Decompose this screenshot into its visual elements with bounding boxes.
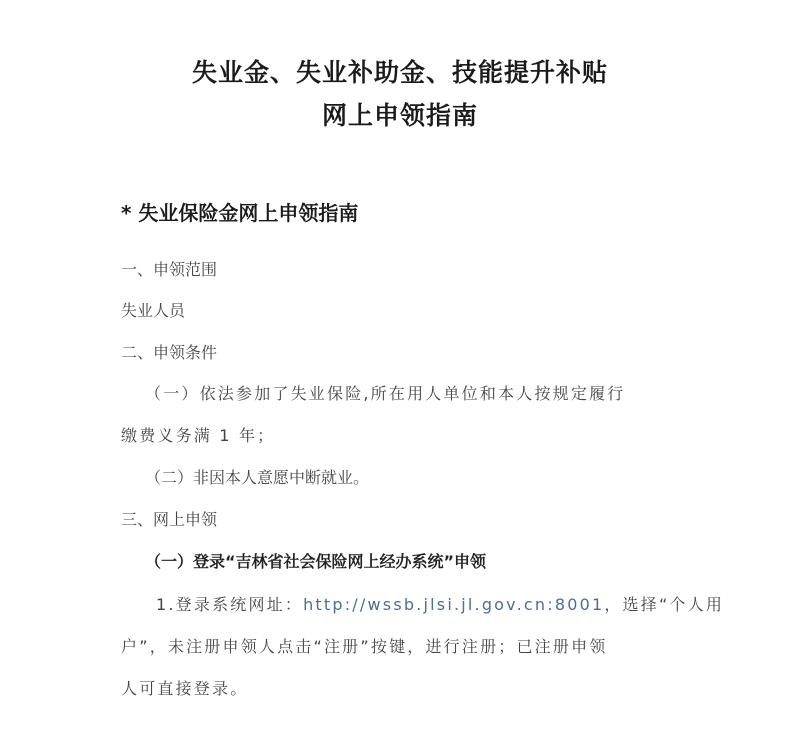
step-1-line-2: 户”，未注册申领人点击“注册”按键，进行注册；已注册申领: [121, 637, 608, 656]
system-url-link[interactable]: http://wssb.jlsi.jl.gov.cn:8001: [303, 595, 605, 614]
condition-1-line-2: 缴费义务满 1 年；: [121, 426, 276, 445]
step-1-line-3: 人可直接登录。: [121, 679, 249, 698]
document-title-line-2: 网上申领指南: [321, 101, 478, 130]
condition-2: （二）非因本人意愿中断就业。: [145, 468, 370, 487]
section-heading: * 失业保险金网上申领指南: [121, 201, 359, 225]
heading-application-conditions: 二、申领条件: [121, 343, 218, 362]
document-title-line-1: 失业金、失业补助金、技能提升补贴: [191, 58, 608, 87]
step-1-prefix: 1.登录系统网址：: [156, 595, 304, 614]
condition-1-line-1: （一）依法参加了失业保险,所在用人单位和本人按规定履行: [145, 384, 626, 403]
step-1-line-1: [156, 592, 724, 615]
scope-text: 失业人员: [121, 301, 186, 320]
step-1-suffix: ，选择“个人用: [604, 595, 725, 614]
heading-online-application: 三、网上申领: [121, 510, 218, 529]
heading-application-scope: 一、申领范围: [121, 260, 218, 279]
subheading-login-system: （一）登录“吉林省社会保险网上经办系统”申领: [145, 552, 487, 571]
